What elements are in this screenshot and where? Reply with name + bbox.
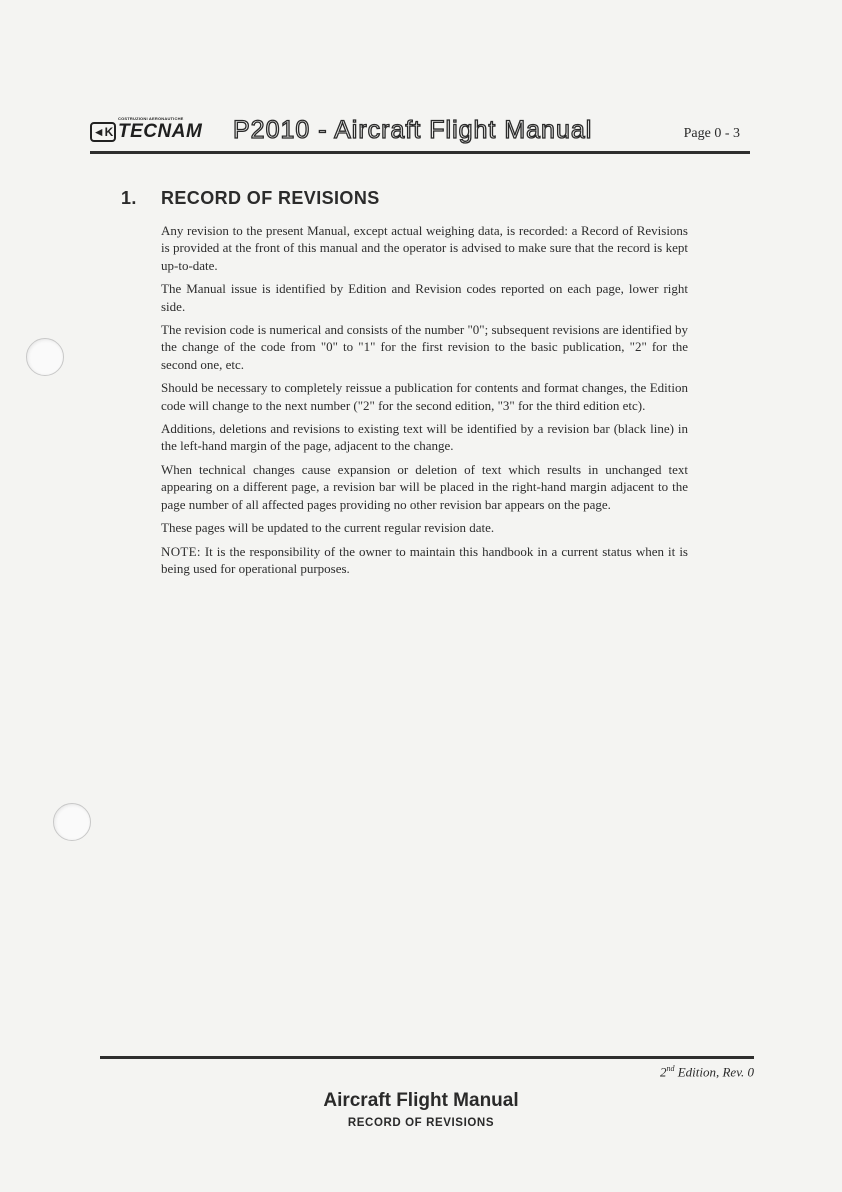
footer-subtitle: RECORD OF REVISIONS	[347, 1117, 495, 1129]
logo-emblem-icon: ◄K	[90, 122, 116, 142]
edition-revision: Edition, Rev. 0	[674, 1064, 754, 1080]
logo-tagline: COSTRUZIONI AERONAUTICHE	[118, 116, 184, 121]
paragraph: The revision code is numerical and consists of the number "0"; subsequent revisions are identified by the change of the code from "0" to "1" for the first revision to the basic publication, "2" for the second one, etc.	[161, 322, 688, 372]
edition-label	[660, 1064, 754, 1080]
page-number: Page 0 - 3	[683, 126, 740, 141]
paragraph: Should be necessary to completely reissue a publication for contents and format changes, the Edition code will change to the next number ("2" for the second edition, "3" for the third edition etc).	[161, 380, 688, 413]
footer-divider	[100, 1056, 754, 1059]
section-number: 1.	[121, 188, 137, 208]
paragraph: When technical changes cause expansion or deletion of text which results in unchanged text appearing on a different page, a revision bar will be placed in the right-hand margin adjacent to the page number of all affected pages providing no other revision bar appears on the page.	[161, 461, 688, 512]
paragraph: The Manual issue is identified by Edition and Revision codes reported on each page, lower right side.	[161, 281, 688, 314]
edition-suffix: nd	[666, 1064, 675, 1073]
page-header	[90, 112, 750, 152]
binder-hole-top	[26, 338, 64, 376]
footer-title: Aircraft Flight Manual	[323, 1090, 519, 1111]
edition-number: 2	[659, 1064, 667, 1080]
logo-wordmark: TECNAM	[118, 121, 203, 142]
note-paragraph	[161, 543, 688, 578]
binder-hole-bottom	[53, 803, 91, 841]
paragraph: These pages will be updated to the current regular revision date.	[161, 520, 495, 536]
note-text: It is the responsibility of the owner to maintain this handbook in a current status when it is being used for operational purposes.	[161, 543, 688, 576]
section-title: RECORD OF REVISIONS	[161, 188, 380, 208]
note-label: NOTE:	[161, 543, 201, 559]
tecnam-logo	[90, 118, 220, 142]
paragraph: Additions, deletions and revisions to existing text will be identified by a revision bar (black line) in the left-hand margin of the page, adjacent to the change.	[161, 421, 688, 454]
manual-title: P2010 - Aircraft Flight Manual	[233, 116, 593, 144]
section-heading	[121, 188, 380, 209]
paragraph: Any revision to the present Manual, except actual weighing data, is recorded: a Record of Revisions is provided at the front of this manual and the operator is advised to make sure that the record is kept up-to-date.	[161, 223, 688, 273]
section-body	[161, 222, 688, 583]
header-divider	[90, 151, 750, 154]
